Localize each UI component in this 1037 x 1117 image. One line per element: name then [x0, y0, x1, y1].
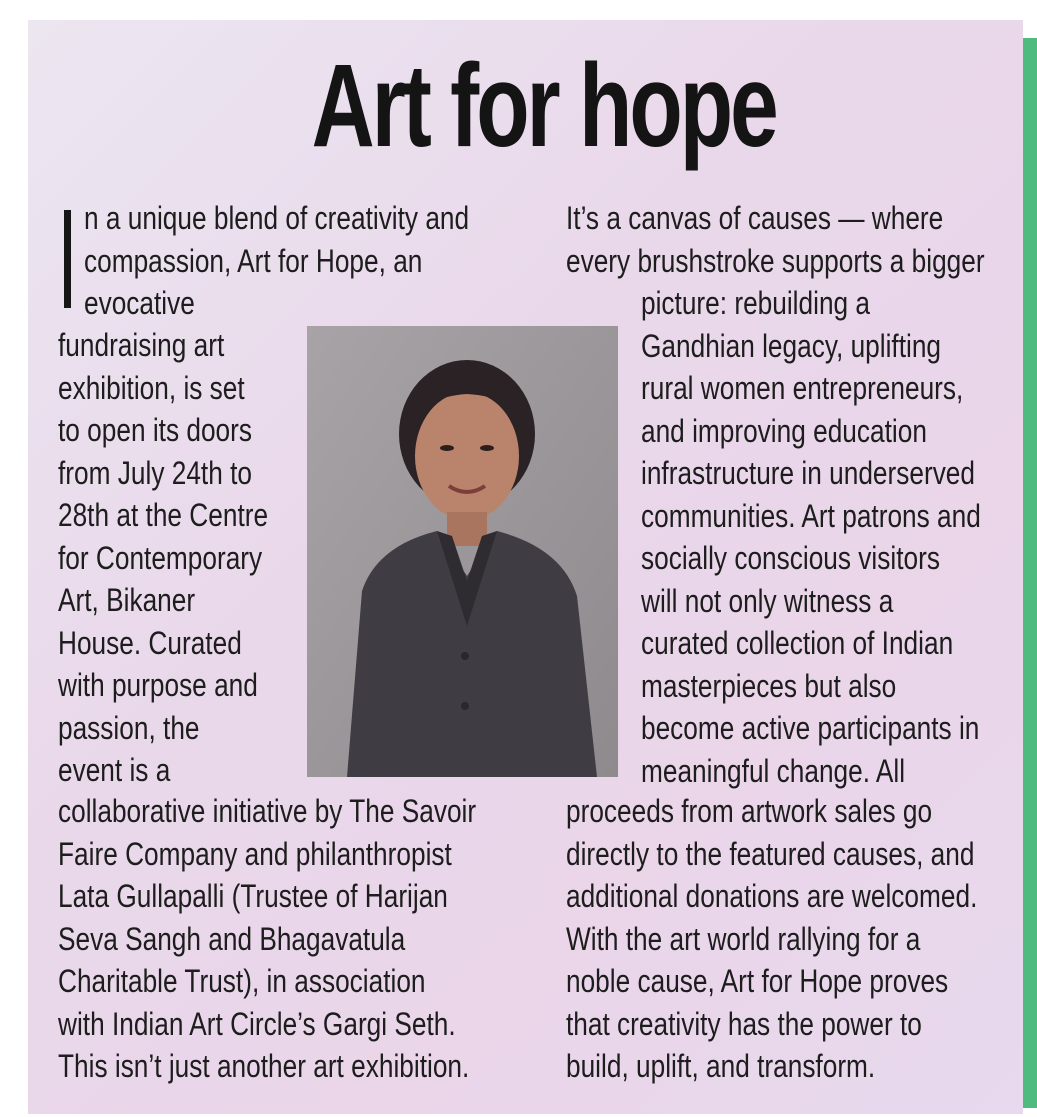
left-bottom-text — [58, 790, 568, 1088]
text-line: socially conscious visitors — [641, 540, 940, 576]
text-line: exhibition, is set — [58, 369, 245, 406]
text-line: event is a — [58, 752, 171, 788]
text-line: to open its doors — [58, 412, 253, 448]
text-line: Art, Bikaner — [58, 582, 196, 618]
text-line: This isn’t just another art exhibition. — [58, 1048, 470, 1084]
text-line: directly to the featured causes, and — [566, 835, 975, 872]
right-bottom-text — [566, 790, 1037, 1088]
text-line: every brushstroke supports a bigger — [566, 242, 985, 279]
text-line: Faire Company and philanthropist — [58, 835, 452, 872]
text-line: with purpose and — [58, 667, 258, 703]
text-line: additional donations are welcomed. — [566, 878, 978, 914]
drop-cap-I — [64, 210, 71, 308]
text-line: infrastructure in underserved — [641, 455, 975, 491]
text-line: proceeds from artwork sales go — [566, 793, 933, 829]
text-line: With the art world rallying for a — [566, 920, 921, 957]
text-line: Lata Gullapalli (Trustee of Harijan — [58, 878, 448, 914]
text-line: House. Curated — [58, 624, 242, 661]
text-line: evocative — [84, 285, 195, 321]
right-top-text — [566, 197, 1037, 282]
text-line: compassion, Art for Hope, an — [84, 242, 423, 279]
text-line: 28th at the Centre — [58, 497, 269, 533]
text-line: for Contemporary — [58, 539, 263, 576]
text-line: with Indian Art Circle’s Gargi Seth. — [58, 1005, 456, 1042]
text-line: build, uplift, and transform. — [566, 1048, 876, 1084]
text-line: collaborative initiative by The Savoir — [58, 793, 477, 829]
text-line: masterpieces but also — [641, 667, 897, 704]
text-line: from July 24th to — [58, 454, 252, 491]
text-line: n a unique blend of creativity and — [84, 200, 470, 236]
text-line: It’s a canvas of causes — where — [566, 200, 944, 236]
text-line: become active participants in — [641, 710, 980, 746]
text-line: will not only witness a — [641, 582, 894, 619]
text-line: curated collection of Indian — [641, 625, 954, 661]
portrait-photo — [307, 326, 618, 777]
text-line: Gandhian legacy, uplifting — [641, 327, 942, 364]
text-line: Seva Sangh and Bhagavatula — [58, 920, 406, 957]
text-line: passion, the — [58, 709, 200, 746]
headline: Art for hope — [311, 40, 776, 172]
text-line: noble cause, Art for Hope proves — [566, 963, 949, 999]
text-line: rural women entrepreneurs, — [641, 370, 964, 406]
intro-text — [84, 197, 554, 325]
left-wrap-text — [58, 324, 314, 792]
text-line: and improving education — [641, 412, 927, 449]
text-line: fundraising art — [58, 327, 225, 363]
text-line: meaningful change. All — [641, 752, 906, 789]
portrait-image — [307, 326, 618, 777]
right-wrap-text — [641, 282, 1037, 792]
text-line: Charitable Trust), in association — [58, 963, 426, 999]
text-line: picture: rebuilding a — [641, 285, 871, 321]
text-line: communities. Art patrons and — [641, 497, 981, 534]
text-line: that creativity has the power to — [566, 1005, 922, 1042]
